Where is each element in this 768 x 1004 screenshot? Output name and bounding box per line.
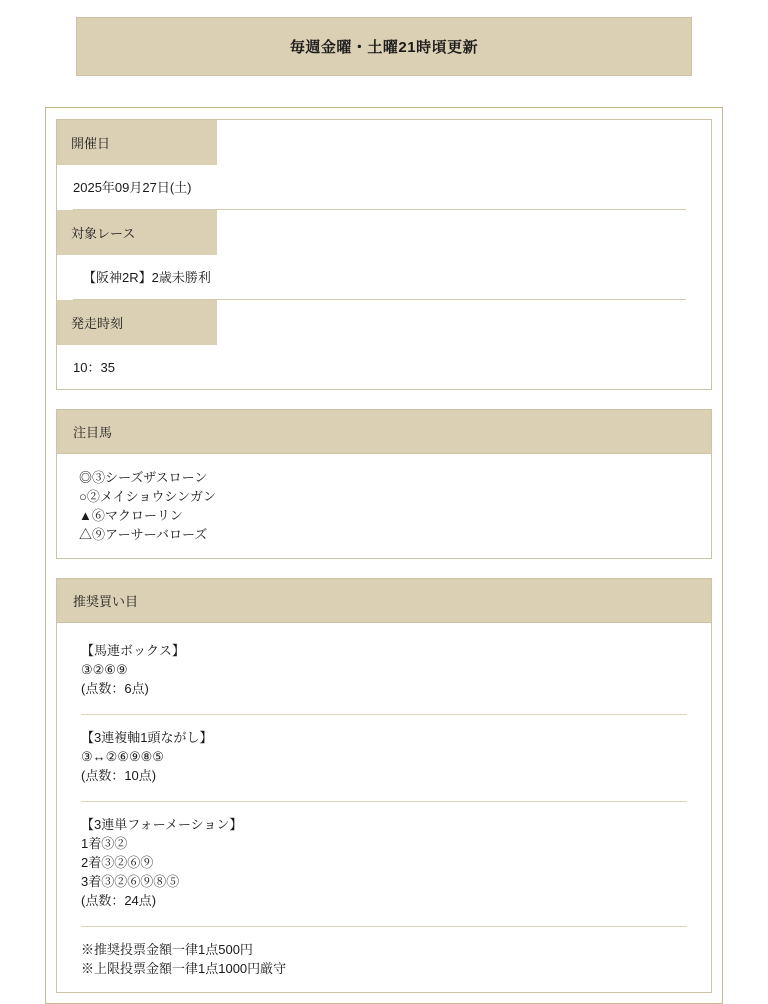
info-row-date [57, 120, 711, 210]
bet-group-selection: 2着③②⑥⑨ [81, 855, 154, 870]
info-value-race: 【阪神2R】2歳未勝利 [83, 270, 211, 285]
bet-divider [81, 714, 687, 715]
info-row-post-time [57, 300, 711, 389]
info-value-date: 2025年09月27日(土) [73, 180, 192, 195]
bet-group [73, 724, 695, 795]
bet-group-selection: ③②⑥⑨ [81, 662, 128, 677]
bet-note: ※上限投票金額一律1点1000円厳守 [81, 961, 287, 976]
bet-group-selection: 3着③②⑥⑨⑧⑤ [81, 874, 180, 889]
featured-horse-item: ○②メイショウシンガン [79, 489, 217, 504]
bet-group-selection: ③↔②⑥⑨⑧⑤ [81, 749, 164, 764]
bet-group-count: (点数：24点) [81, 893, 157, 908]
bet-divider [81, 801, 687, 802]
recommended-bets-heading: 推奨買い目 [57, 579, 711, 623]
bet-group [73, 637, 695, 708]
page-root [0, 17, 768, 1004]
bet-group-title: 【3連単フォーメーション】 [81, 817, 243, 832]
featured-horse-item: ◎③シーズザスローン [79, 470, 208, 485]
featured-horses-section [56, 409, 712, 559]
bet-group [73, 811, 695, 920]
featured-horses-body [57, 454, 711, 558]
info-value-post-time: 10：35 [73, 360, 115, 375]
race-card [45, 107, 723, 1004]
bet-group-selection: 1着③② [81, 836, 128, 851]
bet-notes [73, 936, 695, 978]
bet-divider [81, 926, 687, 927]
info-row-race [57, 210, 711, 300]
recommended-bets-body [57, 623, 711, 992]
bet-group-title: 【3連複軸1頭ながし】 [81, 730, 213, 745]
bet-group-count: (点数：10点) [81, 768, 157, 783]
bet-group-count: (点数：6点) [81, 681, 149, 696]
banner-title: 毎週金曜・土曜21時頃更新 [289, 39, 479, 56]
recommended-bets-section [56, 578, 712, 993]
featured-horses-heading: 注目馬 [57, 410, 711, 454]
featured-horse-item: ▲⑥マクローリン [79, 508, 183, 523]
info-label-post-time: 発走時刻 [57, 300, 217, 345]
featured-horse-item: △⑨アーサーバローズ [79, 527, 208, 542]
info-label-date: 開催日 [57, 120, 217, 165]
bet-group-title: 【馬連ボックス】 [81, 643, 185, 658]
update-banner [76, 17, 692, 76]
bet-note: ※推奨投票金額一律1点500円 [81, 942, 253, 957]
race-info-block [56, 119, 712, 390]
info-label-race: 対象レース [57, 210, 217, 255]
